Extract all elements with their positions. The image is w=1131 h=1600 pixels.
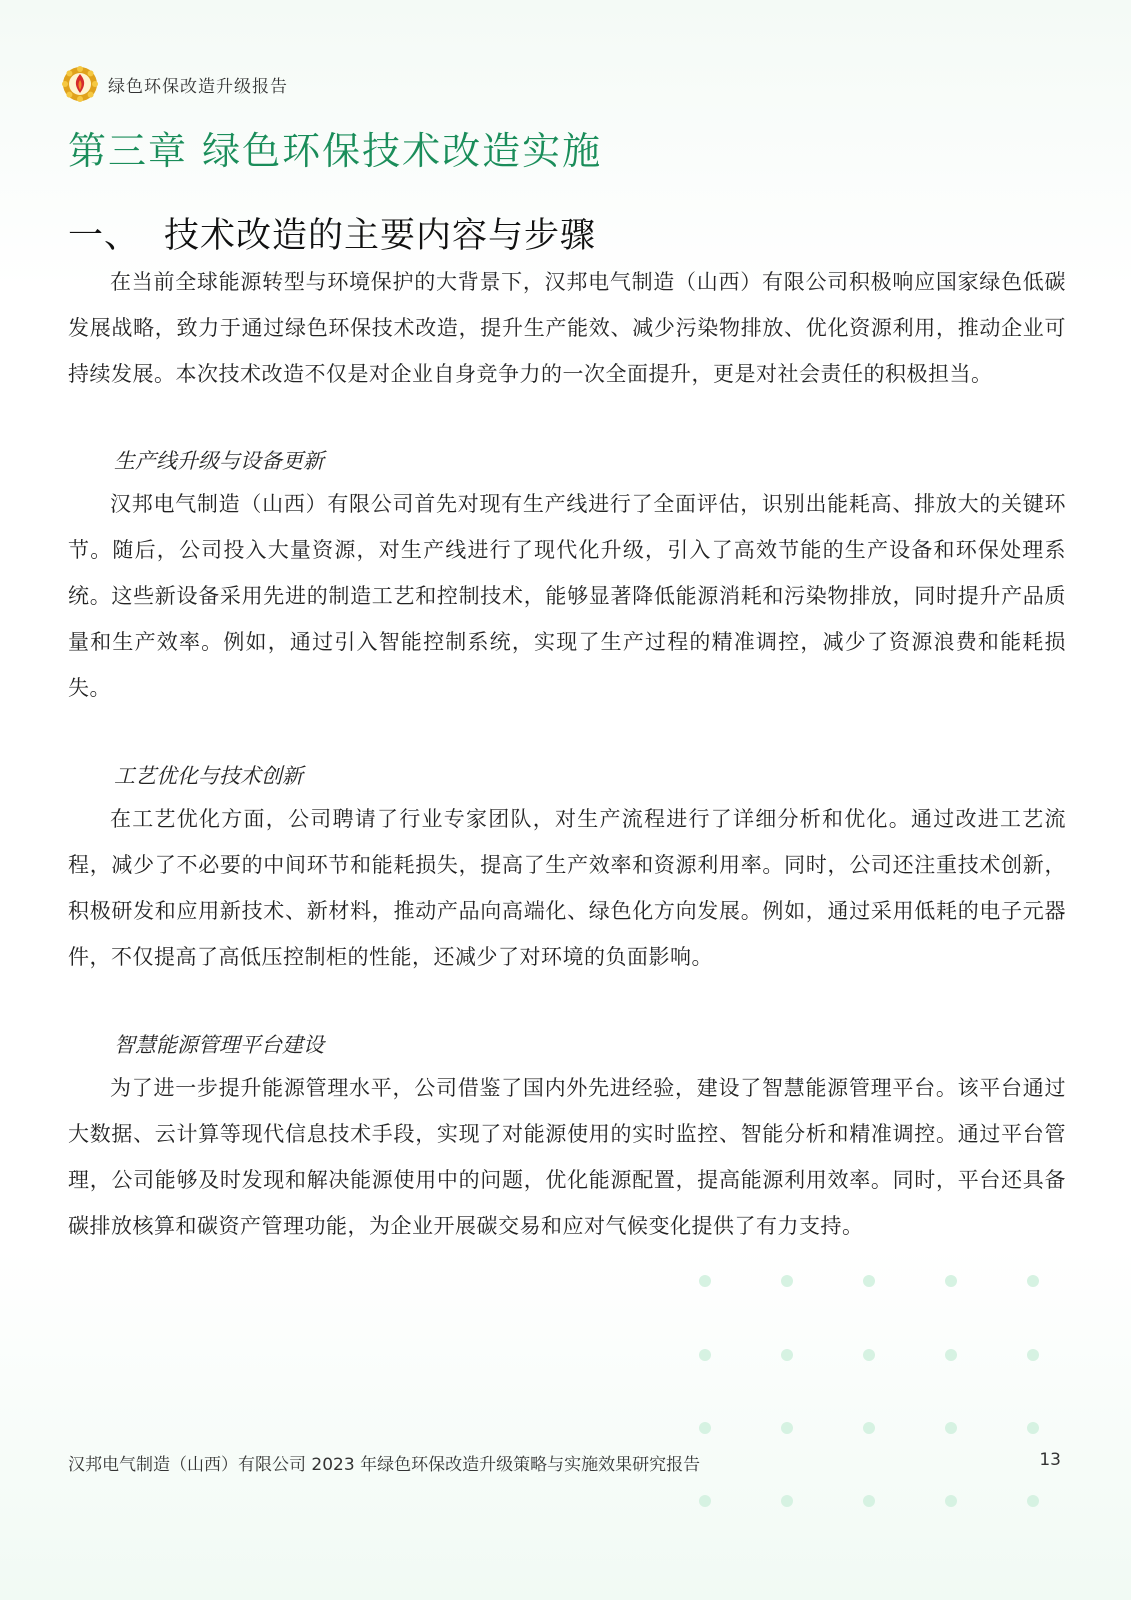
- subsection-heading: 工艺优化与技术创新: [114, 764, 303, 788]
- footer-text: 汉邦电气制造（山西）有限公司 2023 年绿色环保改造升级策略与实施效果研究报告: [68, 1455, 701, 1475]
- page-number: 13: [1039, 1450, 1061, 1470]
- subsection-paragraph: 为了进一步提升能源管理水平，公司借鉴了国内外先进经验，建设了智慧能源管理平台。该平台通过大数据、云计算等现代信息技术手段，实现了对能源使用的实时监控、智能分析和精准调控。通过平台管理，公司能够及时发现和解决能源使用中的问题，优化能源配置，提高能源利用效率。同时，平台还具备碳排放核算和碳资产管理功能，为企业开展碳交易和应对气候变化提供了有力支持。: [68, 1076, 1066, 1238]
- section-title: [68, 208, 596, 258]
- page-header: [60, 64, 288, 104]
- chapter-title: 第三章 绿色环保技术改造实施: [68, 129, 603, 173]
- page-footer: [68, 1450, 1061, 1475]
- subsection-paragraph: 在工艺优化方面，公司聘请了行业专家团队，对生产流程进行了详细分析和优化。通过改进工艺流程，减少了不必要的中间环节和能耗损失，提高了生产效率和资源利用率。同时，公司还注重技术创新，积极研发和应用新技术、新材料，推动产品向高端化、绿色化方向发展。例如，通过采用低耗的电子元器件，不仅提高了高低压控制柜的性能，还减少了对环境的负面影响。: [68, 807, 1066, 969]
- section-number: 一、: [68, 216, 141, 256]
- intro-paragraph: 在当前全球能源转型与环境保护的大背景下，汉邦电气制造（山西）有限公司积极响应国家绿色低碳发展战略，致力于通过绿色环保技术改造，提升生产能效、减少污染物排放、优化资源利用，推动企业可持续发展。本次技术改造不仅是对企业自身竞争力的一次全面提升，更是对社会责任的积极担当。: [68, 270, 1066, 386]
- subsection-paragraph: 汉邦电气制造（山西）有限公司首先对现有生产线进行了全面评估，识别出能耗高、排放大的关键环节。随后，公司投入大量资源，对生产线进行了现代化升级，引入了高效节能的生产设备和环保处理系统。这些新设备采用先进的制造工艺和控制技术，能够显著降低能源消耗和污染物排放，同时提升产品质量和生产效率。例如，通过引入智能控制系统，实现了生产过程的精准调控，减少了资源浪费和能耗损失。: [68, 492, 1066, 700]
- section-title-text: 技术改造的主要内容与步骤: [164, 216, 597, 256]
- company-emblem-icon: [60, 64, 100, 104]
- subsection-heading: 智慧能源管理平台建设: [114, 1033, 324, 1057]
- subsection-heading: 生产线升级与设备更新: [114, 449, 324, 473]
- header-title: 绿色环保改造升级报告: [108, 76, 288, 97]
